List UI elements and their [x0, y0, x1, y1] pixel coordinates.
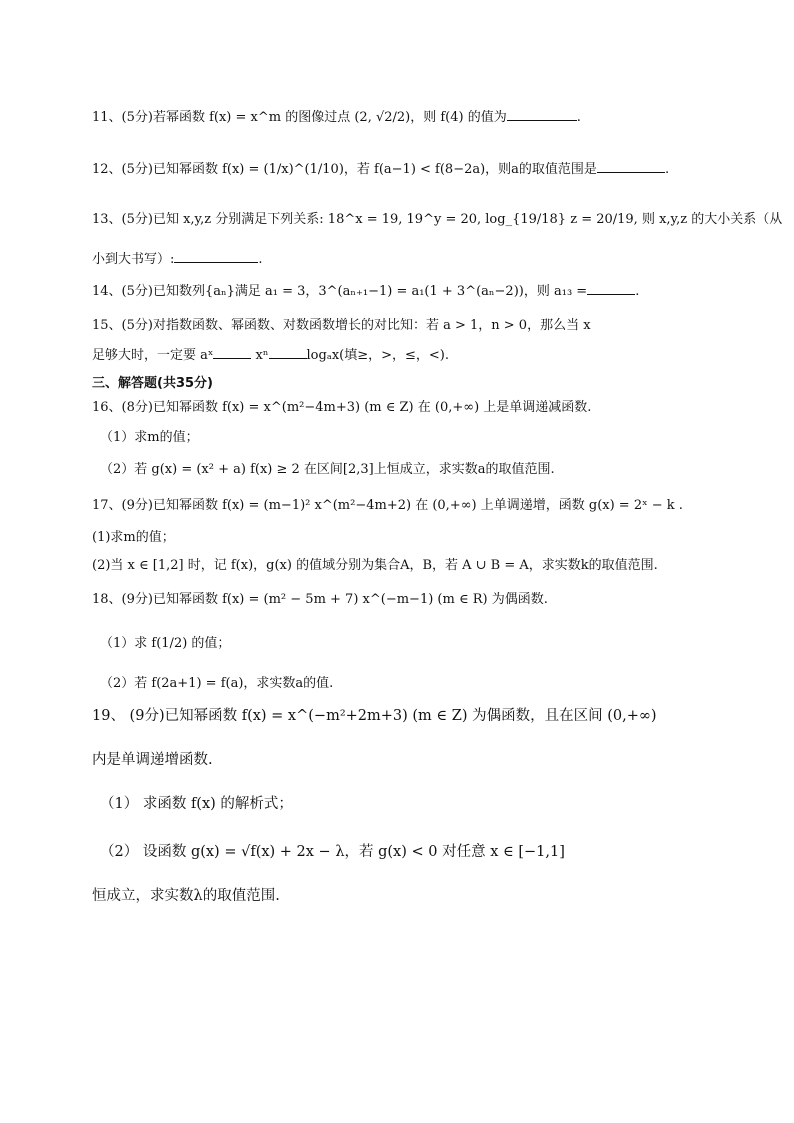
problem-18-part1: （1）求 f(1/2) 的值；: [100, 636, 231, 651]
problem-16: 16、(8分)已知幂函数 f(x) = x^(m²−4m+3) (m ∈ Z) 在 (0,+∞) 上是单调递减函数.: [92, 400, 592, 415]
problem-17: 17、(9分)已知幂函数 f(x) = (m−1)² x^(m²−4m+2) 在 (0,+∞) 上单调递增，函数 g(x) = 2ˣ − k .: [92, 498, 683, 513]
problem-17-part1: (1)求m的值；: [92, 530, 175, 545]
question-12: 12、(5分)已知幂函数 f(x) = (1/x)^(1/10)，若 f(a−1) < f(8−2a)，则a的取值范围是 .: [92, 162, 670, 177]
problem-18-part2: （2）若 f(2a+1) = f(a)，求实数a的值.: [100, 676, 334, 691]
problem-17-part2: (2)当 x ∈ [1,2] 时，记 f(x)，g(x) 的值域分别为集合A，B，若 A ∪ B = A，求实数k的取值范围.: [92, 558, 658, 573]
answer-blank: [507, 108, 577, 121]
problem-19-cont: 内是单调递增函数.: [92, 752, 213, 768]
answer-blank: [597, 160, 665, 173]
problem-19-part2: （2） 设函数 g(x) = √f(x) + 2x − λ，若 g(x) < 0 对任意 x ∈ [−1,1]: [100, 844, 565, 860]
problem-19-cont2: 恒成立，求实数λ的取值范围.: [92, 888, 280, 904]
problem-16-part1: （1）求m的值；: [100, 430, 199, 445]
answer-blank: [174, 250, 258, 263]
question-11: 11、(5分)若幂函数 f(x) = x^m 的图像过点 (2, √2/2)，则 f(4) 的值为 .: [92, 110, 581, 125]
question-15: 15、(5分)对指数函数、幂函数、对数函数增长的对比知：若 a > 1，n > 0，那么当 x: [92, 318, 591, 333]
question-13-cont: 小到大书写）: .: [92, 252, 263, 267]
problem-18: 18、(9分)已知幂函数 f(x) = (m² − 5m + 7) x^(−m−1) (m ∈ R) 为偶函数.: [92, 592, 548, 607]
question-13: 13、(5分)已知 x,y,z 分别满足下列关系: 18^x = 19, 19^y = 20, log_{19/18} z = 20/19, 则 x,y,z 的大小关系（从: [92, 212, 783, 227]
answer-blank: [269, 346, 307, 359]
section-heading: 三、解答题(共35分): [92, 376, 213, 391]
problem-16-part2: （2）若 g(x) = (x² + a) f(x) ≥ 2 在区间[2,3]上恒成立，求实数a的取值范围.: [100, 462, 555, 477]
answer-blank: [587, 282, 635, 295]
question-15-cont: 足够大时，一定要 aˣ xⁿ logₐx(填≥，>，≤，<).: [92, 348, 450, 363]
question-14: 14、(5分)已知数列{aₙ}满足 a₁ = 3，3^(aₙ₊₁−1) = a₁(1 + 3^(aₙ−2))，则 a₁₃ = .: [92, 284, 640, 299]
problem-19-part1: （1） 求函数 f(x) 的解析式；: [100, 796, 293, 812]
problem-19: 19、 (9分)已知幂函数 f(x) = x^(−m²+2m+3) (m ∈ Z) 为偶函数，且在区间 (0,+∞): [92, 708, 657, 724]
answer-blank: [213, 346, 251, 359]
